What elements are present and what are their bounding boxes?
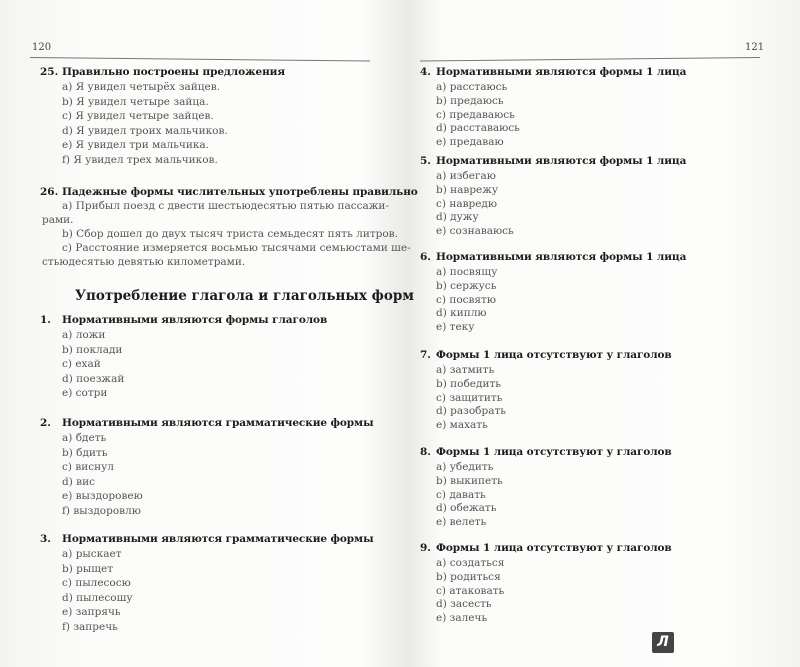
answer-option: f) запречь [62, 621, 118, 633]
question-title: Нормативными являются формы глаголов [62, 314, 328, 326]
answer-option: b) наврежу [436, 183, 499, 196]
answer-option: a) затмить [436, 364, 495, 376]
answer-option: c) Я увидел четыре зайцев. [62, 110, 214, 123]
answer-option: d) засесть [436, 598, 492, 611]
answer-option: c) навредю [436, 197, 498, 210]
question-text-line: a) Прибыл поезд с двести шестьюдесятью пятью пассажи- [62, 200, 389, 212]
answer-option: e) залечь [436, 612, 488, 625]
answer-option: b) родиться [436, 570, 501, 583]
question-title: Формы 1 лица отсутствуют у глаголов [436, 446, 672, 458]
page-number-left: 120 [32, 42, 52, 53]
question-number: 7. [420, 349, 431, 361]
answer-option: d) Я увидел троих мальчиков. [62, 124, 228, 137]
question-text-line: стьюдесятью девятью километрами. [42, 256, 246, 268]
answer-option: b) выкипеть [436, 474, 503, 487]
answer-option: e) сотри [62, 387, 108, 399]
answer-option: e) сознаваюсь [436, 225, 514, 238]
answer-option: b) сержусь [436, 279, 497, 292]
question-number: 3. [40, 533, 51, 545]
answer-option: d) разобрать [436, 405, 507, 418]
section-title: Употребление глагола и глагольных форм [75, 288, 415, 304]
answer-option: c) защитить [436, 391, 503, 404]
answer-option: e) выздоровею [62, 490, 143, 503]
answer-option: a) избегаю [436, 170, 496, 182]
header-rule-left [30, 57, 370, 62]
header-rule-right [420, 57, 760, 62]
question-number: 26. [40, 186, 59, 198]
answer-option: a) создаться [436, 557, 505, 569]
answer-option: a) посвящу [436, 266, 498, 278]
answer-option: d) пылесошу [62, 591, 133, 604]
answer-option: c) посвятю [436, 293, 497, 306]
answer-option: c) пылесосю [62, 577, 131, 590]
question-title: Формы 1 лица отсутствуют у глаголов [436, 542, 672, 554]
answer-option: d) расставаюсь [436, 122, 520, 135]
answer-option: b) предаюсь [436, 94, 504, 107]
answer-option: b) рыщет [62, 562, 114, 575]
question-number: 8. [420, 446, 431, 458]
question-number: 6. [420, 251, 431, 263]
answer-option: c) виснул [62, 461, 114, 474]
answer-option: d) дужу [436, 211, 479, 224]
page-number-right: 121 [745, 42, 765, 53]
answer-option: c) ехай [62, 358, 101, 370]
answer-option: c) предаваюсь [436, 108, 515, 121]
answer-option: b) Я увидел четыре зайца. [62, 95, 209, 108]
answer-option: b) бдить [62, 446, 108, 459]
answer-option: f) выздоровлю [62, 505, 141, 517]
question-title: Нормативными являются формы 1 лица [436, 66, 687, 78]
question-number: 25. [40, 66, 59, 78]
answer-option: a) убедить [436, 461, 494, 473]
question-text-line: b) Сбор дошел до двух тысяч триста семьдесят пять литров. [62, 228, 398, 240]
question-title: Нормативными являются грамматические формы [62, 417, 374, 429]
answer-option: a) расстаюсь [436, 81, 508, 93]
question-text-line: c) Расстояние измеряется восьмью тысячами семьюстами ше- [62, 242, 411, 254]
question-number: 4. [420, 66, 431, 78]
answer-option: e) велеть [436, 516, 487, 529]
question-number: 2. [40, 417, 51, 429]
answer-option: d) вис [62, 475, 95, 488]
answer-option: d) поезжай [62, 372, 125, 385]
question-title: Нормативными являются формы 1 лица [436, 155, 687, 167]
answer-option: d) киплю [436, 307, 487, 320]
answer-option: f) Я увидел трех мальчиков. [62, 154, 218, 166]
answer-option: e) теку [436, 321, 475, 334]
answer-option: c) атаковать [436, 584, 505, 597]
answer-option: a) Я увидел четырёх зайцев. [62, 81, 221, 93]
question-title: Нормативными являются грамматические формы [62, 533, 374, 545]
question-title: Нормативными являются формы 1 лица [436, 251, 687, 263]
publisher-logo: Л [652, 632, 674, 653]
answer-option: a) бдеть [62, 432, 107, 444]
answer-option: a) ложи [62, 329, 106, 341]
answer-option: e) предаваю [436, 136, 504, 149]
question-number: 5. [420, 155, 431, 167]
answer-option: d) обежать [436, 502, 497, 515]
question-title: Падежные формы числительных употреблены правильно [62, 186, 418, 198]
answer-option: b) победить [436, 377, 501, 390]
question-number: 1. [40, 314, 51, 326]
answer-option: e) махать [436, 419, 488, 432]
question-title: Формы 1 лица отсутствуют у глаголов [436, 349, 672, 361]
answer-option: e) запрячь [62, 606, 121, 619]
answer-option: b) поклади [62, 343, 123, 356]
question-number: 9. [420, 542, 431, 554]
question-title: Правильно построены предложения [62, 66, 286, 78]
answer-option: e) Я увидел три мальчика. [62, 139, 210, 152]
answer-option: a) рыскает [62, 548, 122, 560]
question-text-line: рами. [42, 214, 74, 226]
answer-option: c) давать [436, 488, 486, 501]
